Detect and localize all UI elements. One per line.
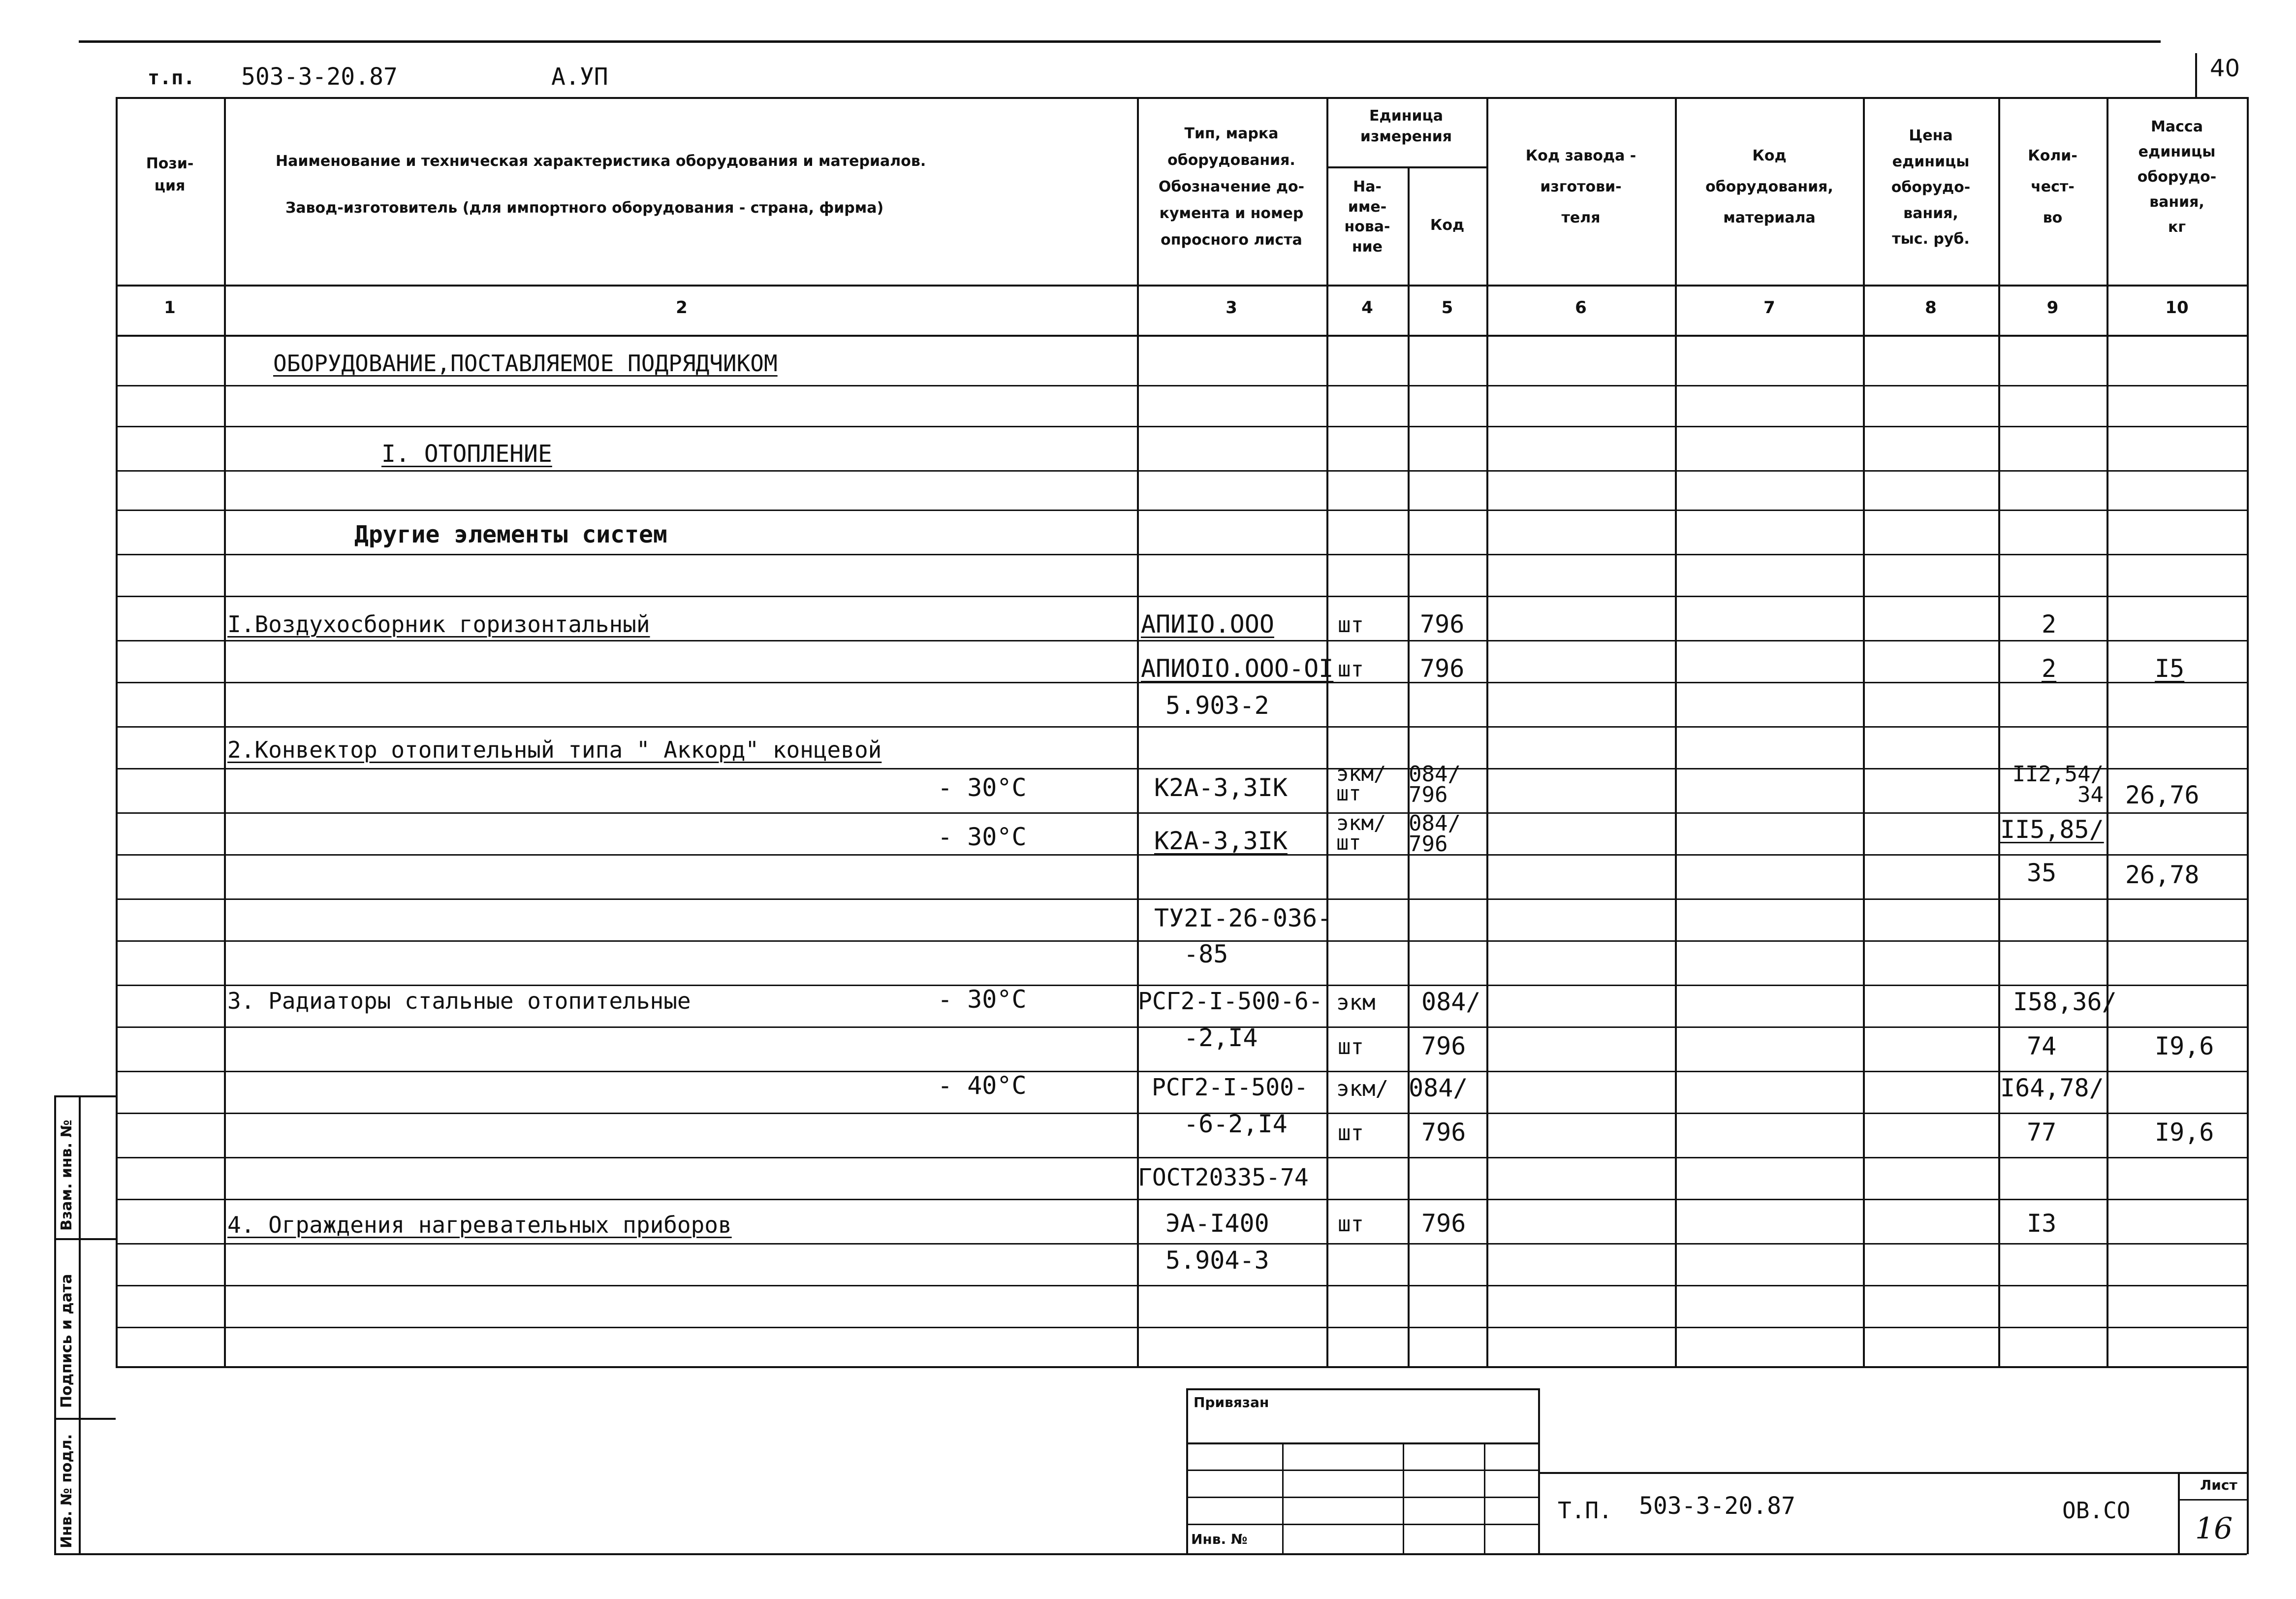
item-2b-type: К2А-3,3IК	[1154, 827, 1288, 855]
col-number-6: 6	[1575, 298, 1587, 318]
header-prefix: т.п.	[148, 66, 195, 89]
item-3a-code: 084/	[1421, 988, 1481, 1016]
col-header-quantity: Коли- чест- во	[2028, 147, 2077, 226]
item-1-unit: шт	[1338, 612, 1364, 638]
item-4-unit: шт	[1338, 1212, 1364, 1237]
item-2b-code: 084/ 796	[1409, 811, 1461, 857]
col-header-name-line1: Наименование и техническая характеристика оборудования и материалов.	[276, 153, 926, 170]
item-1c-type: 5.903-2	[1165, 691, 1269, 720]
item-2b-unit: экм/ шт	[1336, 811, 1386, 855]
col-header-mass: Масса единицы оборудо- вания, кг	[2137, 118, 2217, 236]
item-3-name: 3. Радиаторы стальные отопительные	[227, 988, 691, 1014]
item-2a-temp: - 30°С	[938, 773, 1027, 802]
stamp-privyazan: Привязан	[1194, 1394, 1269, 1410]
col-header-plant-code: Код завода - изготови- теля	[1525, 147, 1636, 226]
item-3c-temp: - 40°С	[938, 1071, 1027, 1100]
item-3d-unit: шт	[1338, 1120, 1364, 1146]
stamp-inv-no: Инв. №	[1191, 1531, 1248, 1547]
item-4-code: 796	[1421, 1209, 1466, 1238]
col-number-7: 7	[1763, 298, 1775, 318]
item-3d-type: -6-2,I4	[1184, 1110, 1288, 1138]
item-3b-unit: шт	[1338, 1034, 1364, 1059]
item-3d-mass: I9,6	[2155, 1118, 2214, 1147]
item-3c-qty: I64,78/	[2000, 1074, 2104, 1102]
item-2a-mass: 26,76	[2125, 781, 2200, 809]
item-2d-type: ТУ2I-26-036-	[1154, 904, 1332, 932]
item-2c-mass: 26,78	[2125, 861, 2200, 889]
side-label-inv: Инв. № подл.	[58, 1434, 75, 1548]
col-header-equipment-code: Код оборудования, материала	[1705, 147, 1833, 226]
item-1-qty: 2	[2042, 610, 2057, 639]
col-number-10: 10	[2165, 298, 2189, 318]
section-title: ОБОРУДОВАНИЕ,ПОСТАВЛЯЕМОЕ ПОДРЯДЧИКОМ	[273, 350, 778, 377]
item-3b-qty: 74	[2027, 1032, 2057, 1060]
item-3c-unit: экм/	[1336, 1076, 1388, 1101]
item-1-code: 796	[1420, 610, 1465, 639]
subsection-title: I. ОТОПЛЕНИЕ	[381, 440, 552, 468]
item-3b-type: -2,I4	[1184, 1023, 1258, 1052]
item-3e-type: ГОСТ20335-74	[1138, 1164, 1309, 1191]
item-2-name: 2.Конвектор отопительный типа " Аккорд" концевой	[227, 736, 882, 763]
stamp-list-number: 16	[2195, 1511, 2233, 1546]
item-1-type: АПИIO.OOO	[1141, 610, 1274, 639]
col-header-unit: Единица измерения	[1360, 107, 1452, 145]
item-1b-type: АПИОIO.OOO-OI	[1141, 654, 1334, 683]
item-3b-mass: I9,6	[2155, 1032, 2214, 1060]
item-1b-unit: шт	[1338, 657, 1364, 682]
stamp-tp-prefix: Т.П.	[1558, 1497, 1612, 1524]
item-2b-qty: II5,85/	[2000, 815, 2104, 844]
col-number-8: 8	[1925, 298, 1937, 318]
col-header-price: Цена единицы оборудо- вания, тыс. руб.	[1891, 127, 1971, 248]
col-header-position: Пози- ция	[146, 155, 194, 194]
group-title: Другие элементы систем	[354, 521, 667, 548]
col-number-3: 3	[1226, 298, 1237, 318]
item-3a-unit: экм	[1336, 990, 1376, 1015]
item-2e-type: -85	[1184, 940, 1228, 968]
stamp-mark: ОВ.СО	[2062, 1497, 2131, 1524]
col-number-5: 5	[1441, 298, 1453, 318]
item-2a-unit: экм/ шт	[1336, 762, 1386, 805]
item-3d-qty: 77	[2027, 1118, 2057, 1147]
item-2c-qty: 35	[2027, 859, 2057, 887]
item-1-name: I.Воздухосборник горизонтальный	[227, 611, 650, 638]
header-project-code: 503-3-20.87	[241, 63, 398, 91]
item-4-qty: I3	[2027, 1209, 2057, 1238]
col-header-name-line2: Завод-изготовитель (для импортного оборудования - страна, фирма)	[285, 199, 884, 217]
item-4-name: 4. Ограждения нагревательных приборов	[227, 1212, 732, 1238]
item-4b-type: 5.904-3	[1165, 1246, 1269, 1275]
page-number: 40	[2210, 55, 2240, 82]
item-3a-qty: I58,36/	[2013, 988, 2117, 1016]
stamp-list-label: Лист	[2200, 1477, 2237, 1493]
item-1b-qty: 2	[2042, 654, 2057, 683]
col-number-2: 2	[676, 298, 688, 318]
item-3b-code: 796	[1421, 1032, 1466, 1060]
col-number-4: 4	[1361, 298, 1373, 318]
item-3a-temp: - 30°С	[938, 985, 1027, 1014]
col-number-9: 9	[2046, 298, 2059, 318]
header-album: А.УП	[551, 63, 608, 91]
col-header-type: Тип, марка оборудования. Обозначение до- кумента и номер опросного листа	[1158, 125, 1305, 249]
item-3c-type: РСГ2-I-500-	[1152, 1074, 1308, 1101]
col-number-1: 1	[164, 298, 176, 318]
item-2a-type: К2А-3,3IК	[1154, 773, 1288, 802]
col-header-unit-name: На- име- нова- ние	[1344, 178, 1390, 256]
side-label-podpis: Подпись и дата	[58, 1274, 75, 1408]
item-2b-temp: - 30°С	[938, 823, 1027, 851]
side-label-vzam: Взам. инв. №	[58, 1119, 75, 1231]
item-2a-qty: II2,54/ 34	[2012, 762, 2104, 807]
item-3c-code: 084/	[1409, 1074, 1468, 1102]
col-header-unit-code: Код	[1430, 217, 1465, 234]
item-3d-code: 796	[1421, 1118, 1466, 1147]
item-4-type: ЭА-I400	[1165, 1209, 1269, 1238]
stamp-code: 503-3-20.87	[1639, 1492, 1795, 1520]
item-1b-mass: I5	[2155, 654, 2185, 683]
left-margin-inner	[79, 1095, 81, 1554]
item-1b-code: 796	[1420, 654, 1465, 683]
item-3a-type: РСГ2-I-500-6-	[1138, 988, 1323, 1015]
item-2a-code: 084/ 796	[1409, 762, 1461, 807]
left-margin-outer	[54, 1095, 56, 1554]
